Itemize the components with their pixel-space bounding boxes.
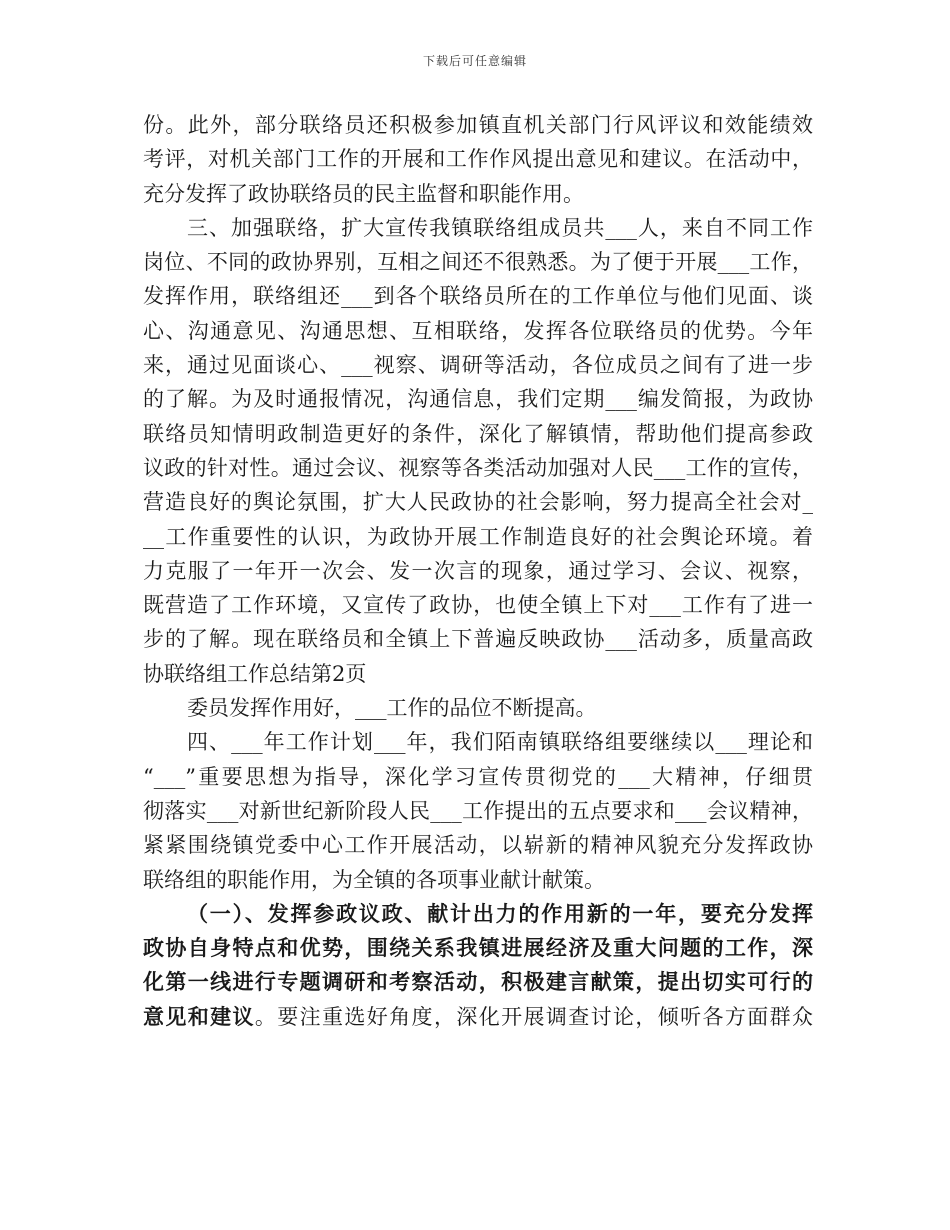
section-3-start: 三、加强联络，扩大宣传我镇联络组成员共___人，来自不同工作 (187, 215, 813, 240)
text-line: 议政的针对性。通过会议、视察等各类活动加强对人民___工作的宣传， (143, 455, 813, 480)
text-line: 既营造了工作环境，又宣传了政协，也使全镇上下对___工作有了进一 (143, 593, 813, 618)
text-line: 心、沟通意见、沟通思想、互相联络，发挥各位联络员的优势。今年 (143, 318, 813, 343)
text-line: 考评，对机关部门工作的开展和工作作风提出意见和建议。在活动中， (143, 147, 813, 172)
text-line: 紧紧围绕镇党委中心工作开展活动，以崭新的精神风貌充分发挥政协 (143, 833, 813, 858)
text-line: 岗位、不同的政协界别，互相之间还不很熟悉。为了便于开展___工作， (143, 250, 813, 275)
text-line: 委员发挥作用好，___工作的品位不断提高。 (187, 696, 597, 721)
bold-segment: 意见和建议 (143, 1003, 255, 1029)
text-line: 步的了解。现在联络员和全镇上下普遍反映政协___活动多，质量高政 (143, 627, 813, 652)
text-line: 联络员知情明政制造更好的条件，深化了解镇情，帮助他们提高参政 (143, 421, 813, 446)
text-line: 联络组的职能作用，为全镇的各项事业献计献策。 (143, 867, 605, 892)
text-line: “___”重要思想为指导，深化学习宣传贯彻党的___大精神，仔细贯 (143, 764, 813, 789)
text-line: 营造良好的舆论氛围，扩大人民政协的社会影响，努力提高全社会对_ (143, 490, 813, 515)
normal-segment: 。要注重选好角度，深化开展调查讨论，倾听各方面群众 (254, 1004, 814, 1029)
document-body (143, 108, 813, 1034)
text-line: 彻落实___对新世纪新阶段人民___工作提出的五点要求和___会议精神， (143, 798, 813, 823)
text-line: __工作重要性的认识，为政协开展工作制造良好的社会舆论环境。着 (143, 524, 813, 549)
page-marker-line: 协联络组工作总结第2页 (143, 661, 367, 686)
text-line: 力克服了一年开一次会、发一次言的现象，通过学习、会议、视察， (143, 558, 813, 583)
mixed-text-line (143, 1000, 813, 1034)
section-4-start: 四、___年工作计划___年，我们陌南镇联络组要继续以___理论和 (187, 730, 813, 755)
page-header: 下载后可任意编辑 (422, 54, 527, 68)
text-line: 来，通过见面谈心、___视察、调研等活动，各位成员之间有了进一步 (143, 353, 813, 378)
text-line: 份。此外，部分联络员还积极参加镇直机关部门行风评议和效能绩效 (143, 113, 813, 137)
text-line: 发挥作用，联络组还___到各个联络员所在的工作单位与他们见面、谈 (143, 284, 813, 309)
text-line: 充分发挥了政协联络员的民主监督和职能作用。 (143, 181, 584, 206)
bold-text-line: 政协自身特点和优势，围绕关系我镇进展经济及重大问题的工作，深 (143, 935, 813, 961)
subsection-1-heading: （一）、发挥参政议政、献计出力的作用新的一年，要充分发挥 (187, 900, 813, 926)
text-line: 的了解。为及时通报情况，沟通信息，我们定期___编发简报，为政协 (143, 387, 813, 412)
bold-text-line: 化第一线进行专题调研和考察活动，积极建言献策，提出切实可行的 (143, 969, 813, 995)
